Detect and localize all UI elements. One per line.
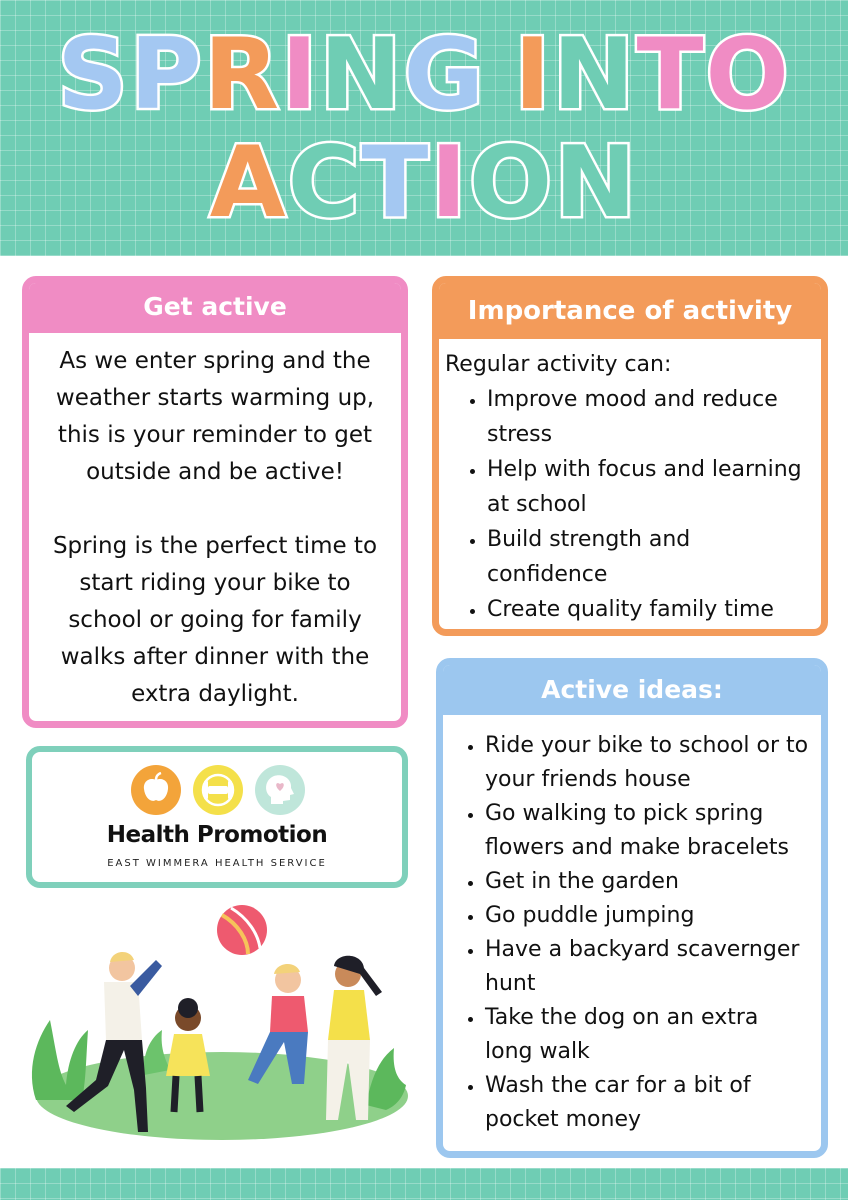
family-playing-ball-illustration: [26, 900, 418, 1150]
title-letter: C: [287, 126, 362, 240]
title-letter: P: [129, 18, 204, 132]
importance-card: [432, 276, 828, 636]
ideas-card: [436, 658, 828, 1158]
title-line-2: [0, 128, 848, 238]
get-active-card: [22, 276, 408, 728]
importance-body: [439, 339, 821, 627]
ideas-body: [443, 715, 821, 1137]
list-item: • Improve mood and reduce stress: [487, 382, 809, 452]
title-letter: O: [705, 18, 791, 132]
list-item: • Help with focus and learning at school: [487, 452, 809, 522]
importance-heading: Importance of activity: [439, 283, 821, 339]
title-letter: [486, 20, 514, 130]
title-letter: I: [281, 18, 320, 132]
title-letter: T: [361, 126, 431, 240]
ideas-heading: Active ideas:: [443, 665, 821, 715]
title-letter: T: [636, 18, 706, 132]
bush-mid: [144, 1030, 170, 1075]
title-letter: O: [468, 126, 555, 240]
dumbbell-icon: [193, 765, 243, 815]
get-active-heading: Get active: [29, 283, 401, 333]
title-letter: S: [57, 18, 130, 132]
list-item: • Create quality family time: [487, 592, 809, 627]
importance-lead: Regular activity can:: [445, 352, 672, 377]
list-item: • Build strength and confidence: [487, 522, 809, 592]
importance-list: [445, 382, 809, 627]
title-letter: I: [514, 18, 553, 132]
title-line-1: [0, 20, 848, 130]
list-item: • Take the dog on an extra long walk: [485, 1001, 811, 1069]
ball: [217, 905, 267, 955]
list-item: • Ride your bike to school or to your friends house: [485, 729, 811, 797]
title-letter: R: [203, 18, 282, 132]
footer-strip: [0, 1168, 848, 1200]
list-item: • Go puddle jumping: [485, 899, 811, 933]
list-item: • Have a backyard scavernger hunt: [485, 933, 811, 1001]
ideas-list: [443, 729, 811, 1137]
get-active-body: [29, 333, 401, 713]
list-item: • Wash the car for a bit of pocket money: [485, 1069, 811, 1137]
logo-card: [26, 746, 408, 888]
title-letter: N: [552, 18, 637, 132]
get-active-paragraph-2: Spring is the perfect time to start riding your bike to school or going for family walks after dinner with the extra daylight.: [52, 533, 378, 707]
title-letter: N: [319, 18, 404, 132]
title-letter: N: [554, 126, 639, 240]
logo-name: Health Promotion: [106, 822, 328, 848]
title-letter: I: [430, 126, 469, 240]
get-active-paragraph-1: As we enter spring and the weather starts warming up, this is your reminder to get outside and be active!: [55, 348, 375, 485]
apple-icon: [131, 765, 181, 815]
logo-subtitle: EAST WIMMERA HEALTH SERVICE: [107, 858, 327, 869]
title-letter: G: [403, 18, 487, 132]
title-letter: A: [209, 126, 288, 240]
bush-left: [32, 1020, 88, 1100]
header-banner: [0, 0, 848, 256]
head-heart-icon: [255, 765, 305, 815]
logo-icons: [130, 764, 306, 816]
list-item: • Go walking to pick spring flowers and make bracelets: [485, 797, 811, 865]
list-item: • Get in the garden: [485, 865, 811, 899]
